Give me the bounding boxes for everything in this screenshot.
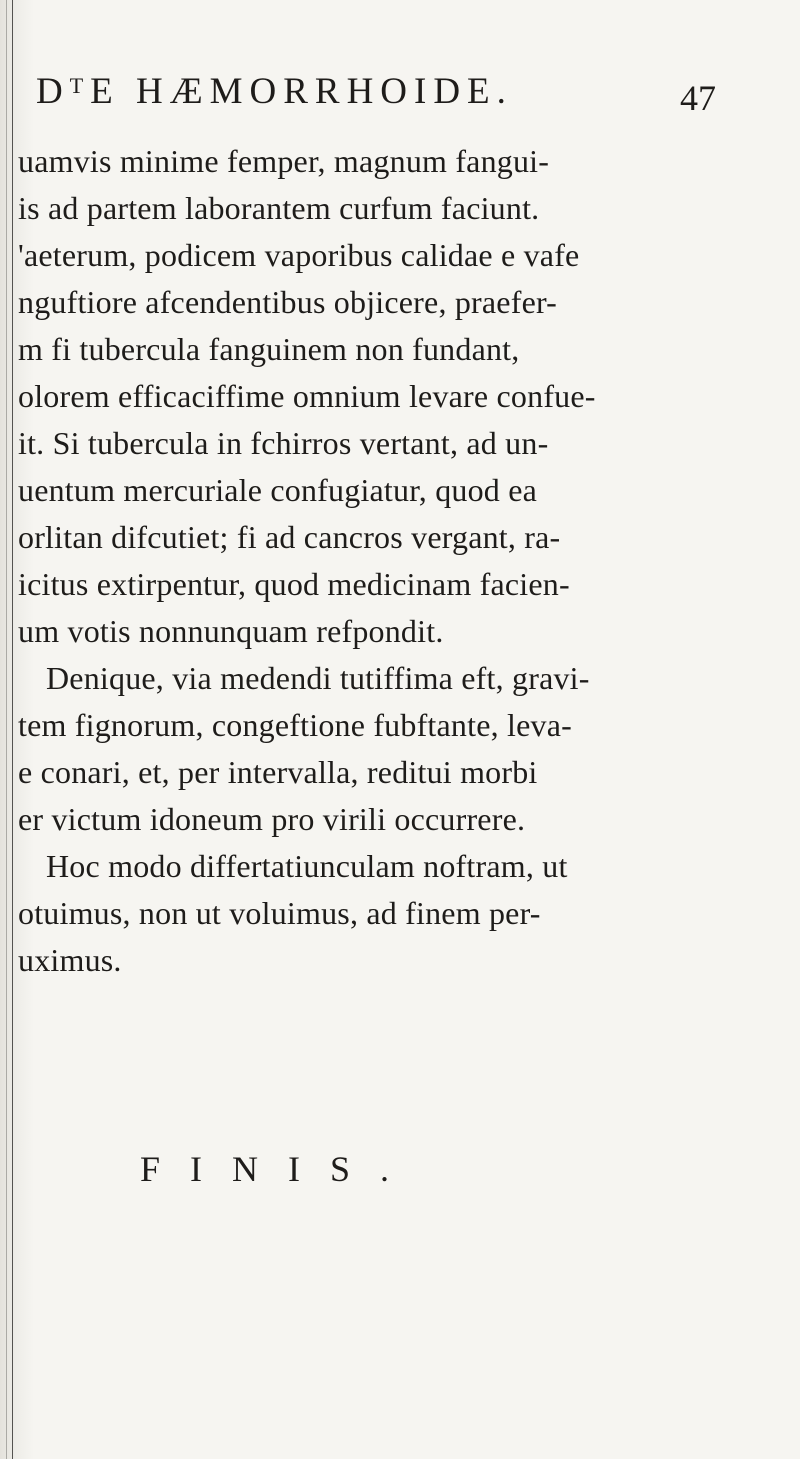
text-line: nguftiore afcendentibus objicere, praefer-: [18, 284, 558, 320]
text-line: is ad partem laborantem curfum faciunt.: [18, 190, 540, 226]
text-line: icitus extirpentur, quod medicinam facien-: [18, 566, 570, 602]
text-line: otuimus, non ut voluimus, ad finem per-: [18, 895, 541, 931]
text-line: e conari, et, per intervalla, reditui morbi: [18, 754, 538, 790]
text-line: m fi tubercula fanguinem non fundant,: [18, 331, 520, 367]
text-line: uximus.: [18, 942, 122, 978]
paragraph-start-line: Denique, via medendi tutiffima eft, gravi-: [46, 660, 590, 696]
finis-colophon: FINIS.: [140, 1149, 420, 1189]
text-line: tem fignorum, congeftione fubftante, leva-: [18, 707, 572, 743]
paragraph-start-line: Hoc modo differtatiunculam noftram, ut: [46, 848, 568, 884]
text-line: um votis nonnunquam refpondit.: [18, 613, 444, 649]
text-line: olorem efficaciffime omnium levare confue-: [18, 378, 596, 414]
page-number: 47: [680, 78, 716, 118]
text-line: 'aeterum, podicem vaporibus calidae e vafe: [18, 237, 580, 273]
running-title: DᵀE HÆMORRHOIDE.: [36, 71, 513, 112]
text-line: orlitan difcutiet; fi ad cancros vergant, ra-: [18, 519, 561, 555]
page-header: [36, 70, 716, 130]
gutter-shadow-line: [6, 0, 7, 1459]
gutter-edge-line: [12, 0, 13, 1459]
text-line: er victum idoneum pro virili occurrere.: [18, 801, 526, 837]
text-line: it. Si tubercula in fchirros vertant, ad un-: [18, 425, 549, 461]
body-text: [18, 138, 748, 984]
text-line: uamvis minime femper, magnum fangui-: [18, 143, 550, 179]
text-line: uentum mercuriale confugiatur, quod ea: [18, 472, 538, 508]
